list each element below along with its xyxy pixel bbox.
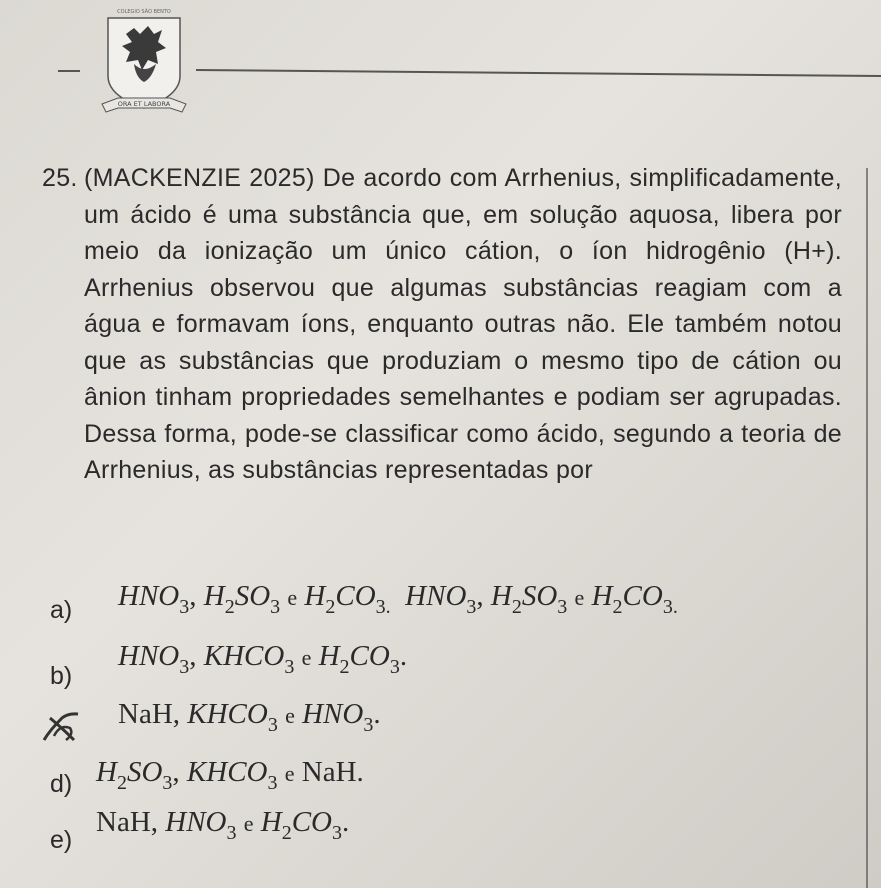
school-crest-logo (98, 4, 190, 122)
svg-text:ORA ET LABORA: ORA ET LABORA (117, 100, 171, 108)
handwritten-x-mark (40, 710, 88, 754)
svg-text:COLEGIO SÃO BENTO: COLEGIO SÃO BENTO (117, 9, 171, 15)
question-text: (MACKENZIE 2025) De acordo com Arrhenius, simplificadamente, um ácido é uma substância que, em solução aquosa, libera por meio da ionização um único cátion, o íon hidrogênio (H+). Arrhenius observou que algumas substâncias reagiam com a água e formavam íons, enquanto outras não. Ele também notou que as substâncias que produziam o mesmo tipo de cátion ou ânion tinham propriedades semelhantes e podiam ser agrupadas. Dessa forma, pode-se classificar como ácido, segundo a teoria de Arrhenius, as substâncias representadas por (84, 164, 842, 484)
option-d-formula: $H_2SO_3$, $KHCO_3$ e NaH. (96, 756, 364, 794)
option-letter: b) (50, 662, 73, 690)
option-letter: d) (50, 770, 73, 798)
option-d[interactable] (50, 770, 96, 799)
option-b-formula: $HNO_3$, $KHCO_3$ e $H_2CO_3$. (118, 640, 408, 678)
option-e-formula: NaH, $HNO_3$ e $H_2CO_3$. (96, 806, 350, 844)
page-margin-line (866, 168, 868, 888)
option-b[interactable] (50, 662, 96, 691)
option-letter: a) (50, 596, 73, 624)
option-a-formula: $HNO_3$, $H_2SO_3$ e $H_2CO_{3.}$ $HNO_3$, $H_2SO_3$ e $H_2CO_{3.}$ (118, 580, 678, 618)
header-rule-right (196, 69, 881, 77)
option-letter: e) (50, 826, 73, 854)
question-block (42, 160, 842, 489)
question-number: 25. (42, 164, 78, 192)
header-rule-left (58, 70, 80, 72)
option-c-formula[interactable]: NaH, $KHCO_3$ e $HNO_3$. (118, 698, 381, 736)
option-a[interactable] (50, 596, 96, 625)
option-e[interactable] (50, 826, 96, 855)
